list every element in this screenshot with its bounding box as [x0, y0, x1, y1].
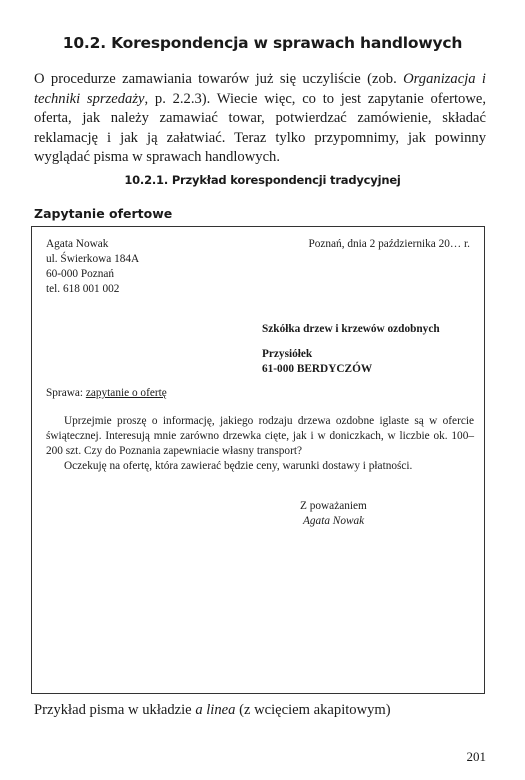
sender-street: ul. Świerkowa 184A: [46, 253, 140, 265]
letter-paragraph-2: Oczekuję na ofertę, która zawierać będzie ceny, warunki dostawy i płatności.: [64, 460, 413, 472]
intro-paragraph: [34, 70, 486, 168]
caption-emphasis: a linea: [195, 702, 236, 718]
subject-line: [46, 386, 167, 401]
letter-body: [46, 414, 474, 474]
signature: Agata Nowak: [303, 515, 365, 527]
caption-part2: (z wcięciem akapitowym): [235, 702, 391, 718]
place-date: Poznań, dnia 2 października 20… r.: [308, 238, 470, 250]
subsection-title: 10.2.1. Przykład korespondencji tradycyjnej: [124, 173, 401, 187]
caption: [34, 702, 391, 719]
page-number: 201: [466, 749, 486, 764]
letter-box: [31, 226, 485, 694]
sender-city: 60-000 Poznań: [46, 268, 115, 280]
caption-part1: Przykład pisma w układzie: [34, 702, 196, 718]
closing-block: [300, 499, 367, 529]
letter-paragraph-1: Uprzejmie proszę o informację, jakiego rodzaju drzewa ozdobne iglaste są w ofercie świątecznej. Interesują mnie zarówno drzewka cięte, jak i w doniczkach, w liczbie ok. 100–200 szt. Czy do Poznania zapewniacie własny transport?: [46, 415, 474, 457]
subject-value: zapytanie o ofertę: [85, 387, 167, 399]
closing-phrase: Z poważaniem: [300, 500, 367, 512]
intro-book-title: Organizacja i techniki sprzedaży: [34, 71, 486, 107]
recipient-address-line2: 61-000 BERDYCZÓW: [262, 363, 373, 375]
recipient-block: [262, 322, 440, 377]
letter-label: Zapytanie ofertowe: [34, 206, 173, 221]
intro-text-part1: O procedurze zamawiania towarów już się uczyliście (zob.: [34, 71, 404, 87]
recipient-address-line1: Przysiółek: [262, 348, 313, 360]
section-title: 10.2. Korespondencja w sprawach handlowych: [62, 34, 463, 52]
recipient-name: Szkółka drzew i krzewów ozdobnych: [262, 323, 440, 335]
sender-phone: tel. 618 001 002: [46, 283, 120, 295]
sender-block: [46, 237, 139, 297]
sender-name: Agata Nowak: [46, 238, 109, 250]
subject-label: Sprawa:: [46, 387, 86, 399]
intro-text-part2: , p. 2.2.3). Wiecie więc, co to jest zapytanie ofertowe, oferta, jak należy zamawiać towar, potwierdzać zamówienie, składać reklamację i jak ją załatwiać. Teraz tylko przypomnimy, jak powinny wyglądać pisma w sprawach handlowych.: [34, 90, 486, 165]
